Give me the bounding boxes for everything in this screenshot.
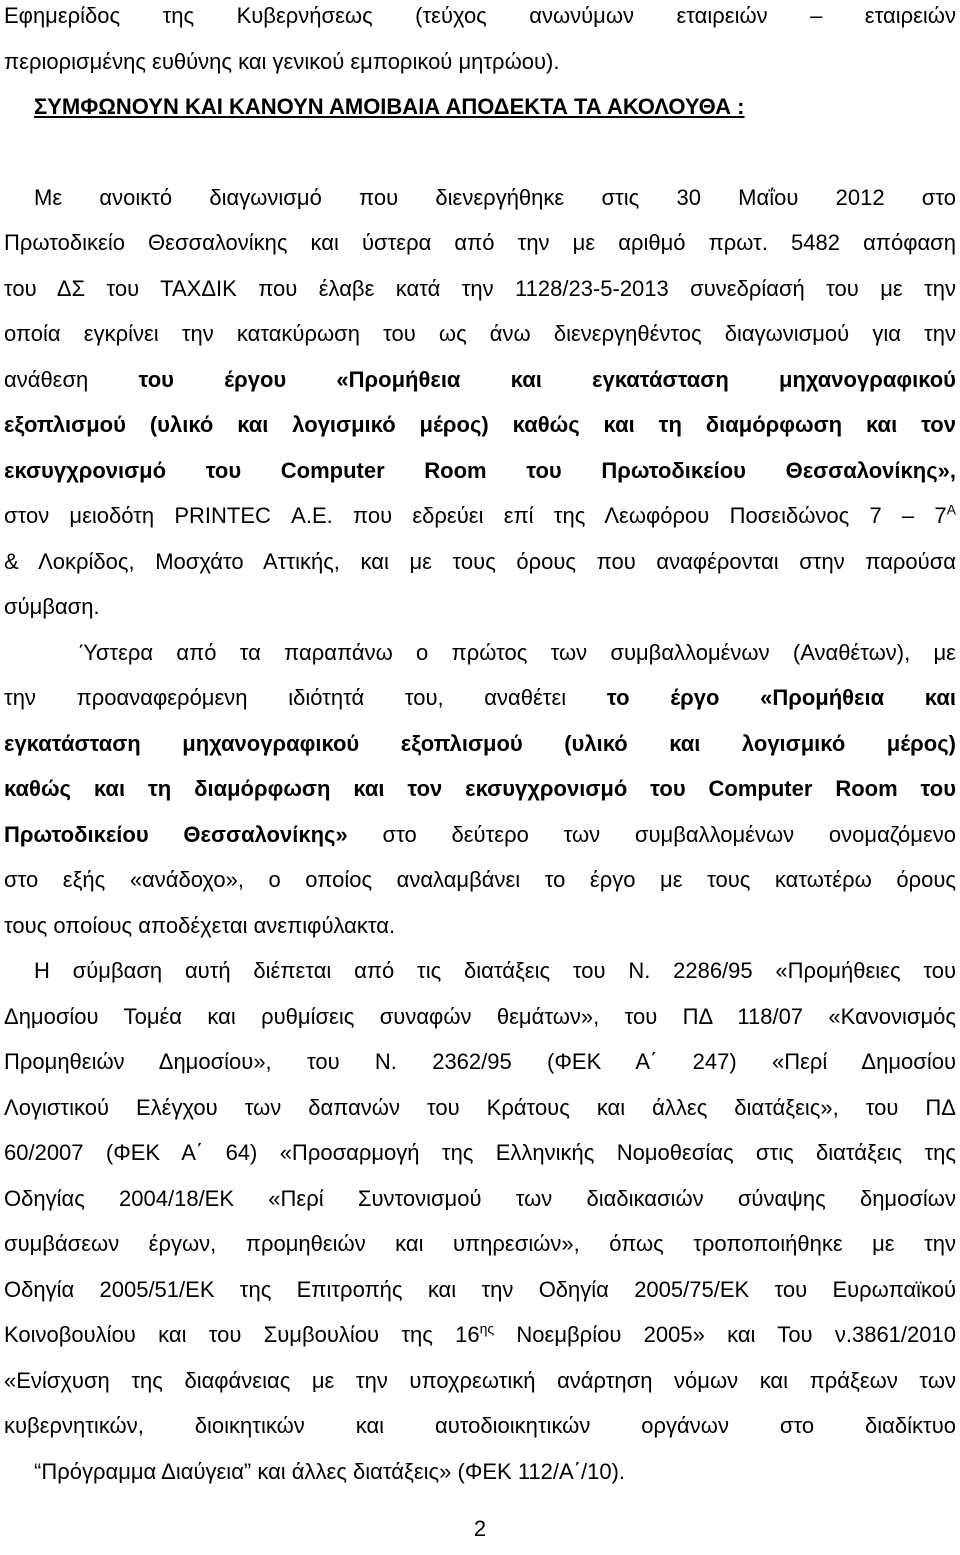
p1-line-5-bold: του έργου «Προμήθεια και εγκατάσταση μηχανογραφικού — [138, 366, 956, 392]
p3-line-5: 60/2007 (ΦΕΚ Α΄ 64) «Προσαρμογή της Ελληνικής Νομοθεσίας στις διατάξεις της — [4, 1140, 956, 1165]
p1-line-4: οποία εγκρίνει την κατακύρωση του ως άνω διενεργηθέντος διαγωνισμού για την — [4, 321, 956, 346]
agreement-heading — [4, 84, 956, 130]
p1-line-6-bold: εξοπλισμού (υλικό και λογισμικό μέρος) καθώς και τη διαμόρφωση και τον — [4, 412, 956, 437]
p1-line-1: Με ανοικτό διαγωνισμό που διενεργήθηκε στις 30 Μαΐου 2012 στο — [34, 184, 956, 210]
p3-line-9-sup: ης — [479, 1320, 495, 1337]
page-number: 2 — [473, 1516, 487, 1541]
intro-line-1: Εφημερίδος της Κυβερνήσεως (τεύχος ανωνύμων εταιρειών – εταιρειών — [4, 3, 956, 28]
p3-line-3: Προμηθειών Δημοσίου», του Ν. 2362/95 (ΦΕΚ Α΄ 247) «Περί Δημοσίου — [4, 1049, 956, 1074]
p2-line-4-bold: καθώς και τη διαμόρφωση και τον εκσυγχρονισμό του Computer Room του — [4, 776, 956, 801]
p3-line-11: κυβερνητικών, διοικητικών και αυτοδιοικητικών οργάνων στο διαδίκτυο — [4, 1413, 956, 1438]
p2-line-2-bold: το έργο «Προμήθεια και — [606, 685, 956, 710]
p2-line-2-plain: την προαναφερόμενη ιδιότητά του, αναθέτει — [4, 685, 567, 710]
p3-line-1: Η σύμβαση αυτή διέπεται από τις διατάξεις του Ν. 2286/95 «Προμήθειες του — [34, 958, 956, 983]
p1-line-9: & Λοκρίδος, Μοσχάτο Αττικής, και με τους όρους που αναφέρονται στην παρούσα — [4, 548, 956, 574]
p2-line-4 — [4, 766, 956, 812]
p2-line-7: τους οποίους αποδέχεται ανεπιφύλακτα. — [4, 912, 396, 938]
p3-line-10: «Ενίσχυση της διαφάνειας με την υποχρεωτική ανάρτηση νόμων και πράξεων των — [4, 1367, 956, 1393]
p1-line-3: του ΔΣ του ΤΑΧΔΙΚ που έλαβε κατά την 1128/23-5-2013 συνεδρίασή του με την — [4, 275, 956, 301]
p2-line-1: Ύστερα από τα παραπάνω ο πρώτος των συμβαλλομένων (Αναθέτων), με — [79, 639, 956, 665]
p3-line-12: “Πρόγραμμα Διαύγεια” και άλλες διατάξεις» (ΦΕΚ 112/Α΄/10). — [34, 1458, 626, 1484]
p2-line-3 — [4, 721, 956, 767]
p2-line-5 — [4, 812, 956, 858]
p1-line-2: Πρωτοδικείο Θεσσαλονίκης και ύστερα από την με αριθμό πρωτ. 5482 απόφαση — [4, 230, 956, 255]
p1-line-5-plain: ανάθεση — [4, 366, 89, 392]
p3-line-4: Λογιστικού Ελέγχου των δαπανών του Κράτους και άλλες διατάξεις», του ΠΔ — [4, 1094, 956, 1120]
p3-line-8: Οδηγία 2005/51/ΕΚ της Επιτροπής και την Οδηγία 2005/75/ΕΚ του Ευρωπαϊκού — [4, 1276, 956, 1302]
p3-line-2: Δημοσίου Τομέα και ρυθμίσεις συναφών θεμάτων», του ΠΔ 118/07 «Κανονισμός — [4, 1003, 956, 1029]
p3-line-9 — [4, 1312, 956, 1358]
p1-line-8-sup: Α — [946, 501, 956, 518]
p1-line-8 — [4, 493, 956, 539]
p3-line-6: Οδηγίας 2004/18/ΕΚ «Περί Συντονισμού των διαδικασιών σύναψης δημοσίων — [4, 1185, 956, 1211]
p1-line-6 — [4, 402, 956, 448]
heading-text: ΣΥΜΦΩΝΟΥΝ ΚΑΙ ΚΑΝΟΥΝ ΑΜΟΙΒΑΙΑ ΑΠΟΔΕΚΤΑ ΤΑ ΑΚΟΛΟΥΘΑ : — [34, 94, 745, 119]
p2-line-6: στο εξής «ανάδοχο», ο οποίος αναλαμβάνει το έργο με τους κατωτέρω όρους — [4, 867, 956, 892]
p1-line-8-plain: στον μειοδότη PRINTEC Α.Ε. που εδρεύει επί της Λεωφόρου Ποσειδώνος 7 – 7 — [4, 503, 947, 528]
p1-line-7-bold: εκσυγχρονισμό του Computer Room του Πρωτοδικείου Θεσσαλονίκης», — [4, 457, 956, 483]
intro-line-2: περιορισμένης ευθύνης και γενικού εμπορικού μητρώου). — [4, 48, 560, 74]
p2-line-2 — [4, 675, 956, 721]
p3-line-9-plain: Κοινοβουλίου και του Συμβουλίου της 16 — [4, 1322, 480, 1347]
paragraph-2 — [4, 630, 956, 949]
p2-line-5-plain: στο δεύτερο των συμβαλλομένων ονομαζόμενο — [382, 821, 956, 847]
p1-line-5 — [4, 357, 956, 403]
p2-line-3-bold: εγκατάσταση μηχανογραφικού εξοπλισμού (υλικό και λογισμικό μέρος) — [4, 730, 956, 756]
p3-line-9-tail: Νοεμβρίου 2005» και Του ν.3861/2010 — [516, 1322, 956, 1347]
p1-line-7 — [4, 448, 956, 494]
p3-line-7: συμβάσεων έργων, προμηθειών και υπηρεσιών», όπως τροποποιήθηκε με την — [4, 1231, 956, 1256]
paragraph-3 — [4, 948, 956, 1494]
p2-line-5-bold: Πρωτοδικείου Θεσσαλονίκης» — [4, 821, 348, 847]
paragraph-1 — [4, 175, 956, 630]
p1-line-10: σύμβαση. — [4, 594, 100, 619]
intro-paragraph — [4, 0, 956, 84]
